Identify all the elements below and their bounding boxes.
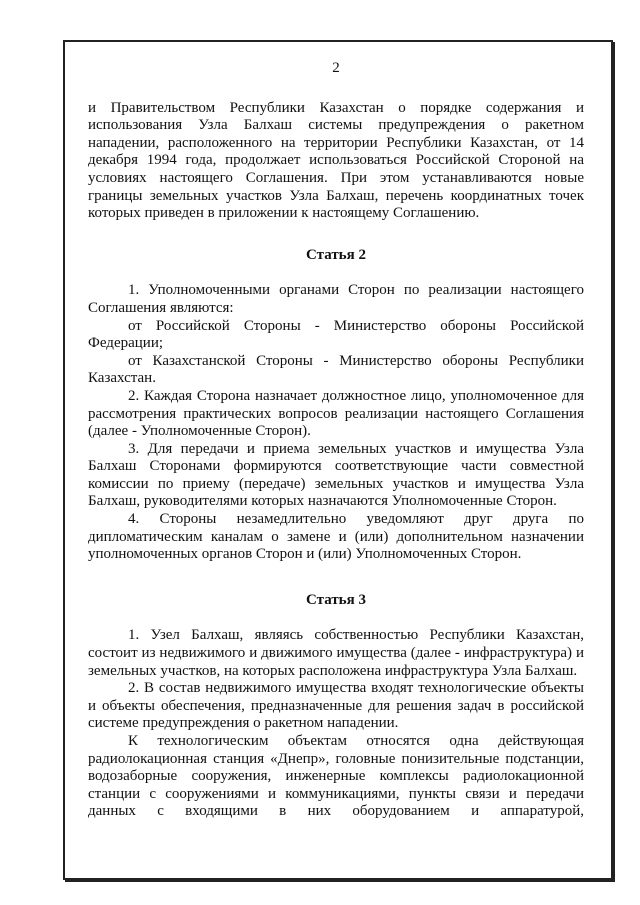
page-number: 2 [332,60,340,76]
article-2-clause-1-kazakhstan: от Казахстанской Стороны - Министерство обороны Республики Казахстан. [88,352,584,387]
article-2-clause-2: 2. Каждая Сторона назначает должностное лицо, уполномоченное для рассмотрения практических вопросов реализации настоящего Соглашения (далее - Уполномоченные Сторон). [88,387,584,440]
article-2-clause-1-russia: от Российской Стороны - Министерство обороны Российской Федерации; [88,317,584,352]
article-3-heading: Статья 3 [306,591,366,608]
article-3-clause-2: 2. В состав недвижимого имущества входят технологические объекты и объекты обеспечения, предназначенные для решения задач в российской системе предупреждения о ракетном нападении. [88,680,584,732]
article-3-clause-1: 1. Узел Балхаш, являясь собственностью Республики Казахстан, состоит из недвижимого и движимого имущества (далее - инфраструктура) и земельных участков, на которых расположена инфраструктура Узла Балхаш. [88,627,584,679]
article-2-clause-3: 3. Для передачи и приема земельных участков и имущества Узла Балхаш Сторонами формируются соответствующие части совместной комиссии по приему (передаче) земельных участков и имущества Узла Балхаш, руководителями которых назначаются Уполномоченные Сторон. [88,440,584,510]
article-2-clause-4: 4. Стороны незамедлительно уведомляют друг друга по дипломатическим каналам о замене и (или) дополнительном назначении уполномоченных органов Сторон и (или) Уполномоченных Сторон. [88,511,584,563]
article-2-clause-1: 1. Уполномоченными органами Сторон по реализации настоящего Соглашения являются: [88,282,584,316]
intro-paragraph: и Правительством Республики Казахстан о порядке содержания и использования Узла Балхаш системы предупреждения о ракетном нападении, расположенного на территории Республики Казахстан, от 14 декабря 1994 года, продолжает использоваться Российской Стороной на условиях настоящего Соглашения. При этом устанавливаются новые границы земельных участков Узла Балхаш, перечень координатных точек которых приведен в приложении к настоящему Соглашению. [88,99,584,222]
article-2-heading: Статья 2 [306,246,366,263]
article-3-technological-objects: К технологическим объектам относятся одна действующая радиолокационная станция «Днепр», головные понизительные подстанции, водозаборные сооружения, инженерные комплексы радиолокационной станции с сооружениями и коммуникациями, пункты связи и передачи данных с входящими в них оборудованием и аппаратурой, [88,733,584,820]
document-page [88,60,584,821]
